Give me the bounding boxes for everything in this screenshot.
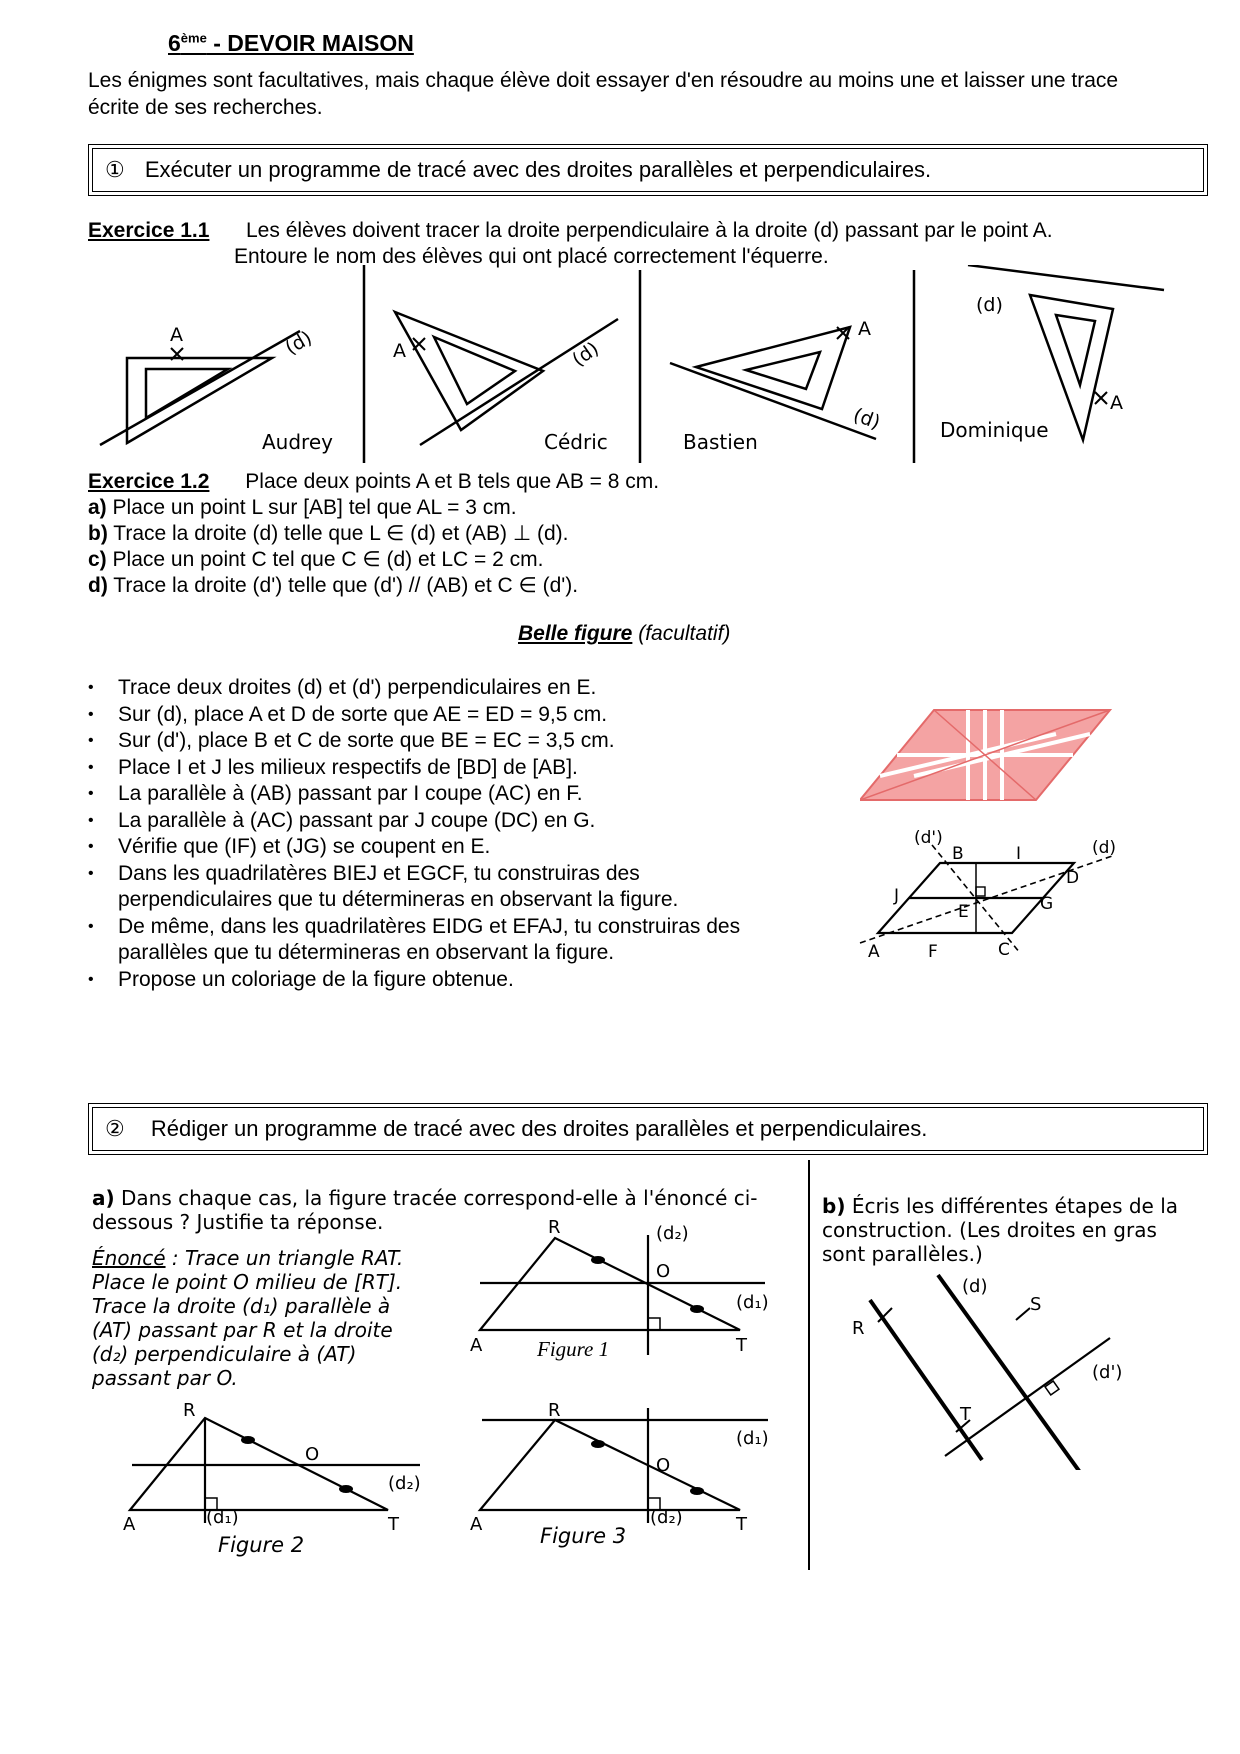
svg-text:(d): (d): [1092, 838, 1117, 858]
belle-bullet: • Dans les quadrilatères BIEJ et EGCF, tu construiras des perpendiculaires que tu détermineras en observant la figure.: [88, 861, 748, 914]
belle-bullet: • Trace deux droites (d) et (d') perpendiculaires en E.: [88, 675, 748, 702]
svg-text:A: A: [470, 1514, 483, 1535]
belle-figure-title: Belle figure (facultatif): [518, 622, 731, 645]
svg-text:(d₁): (d₁): [736, 1292, 769, 1313]
part-a-text: a) Dans chaque cas, la figure tracée correspond-elle à l'énoncé ci-dessous ? Justifie ta réponse.: [92, 1186, 758, 1234]
svg-text:(d₂): (d₂): [650, 1507, 683, 1528]
cedric-point-label: A: [393, 340, 406, 362]
svg-text:(d₂): (d₂): [388, 1473, 421, 1494]
svg-text:R: R: [183, 1400, 196, 1421]
svg-text:C: C: [998, 940, 1010, 960]
ex11-figures: [0, 265, 1240, 470]
page-title: 6ème - DEVOIR MAISON: [168, 30, 414, 56]
belle-bullet: • La parallèle à (AC) passant par J coupe (DC) en G.: [88, 808, 748, 835]
ex12-label: Exercice 1.2: [88, 470, 210, 493]
figure-2: [110, 1398, 440, 1563]
ex12-item-c: c) Place un point C tel que C ∈ (d) et LC = 2 cm.: [88, 548, 544, 571]
figure-3-caption: Figure 3: [540, 1524, 627, 1548]
dominique-point-label: A: [1110, 392, 1123, 414]
section-2-number: ②: [105, 1116, 125, 1141]
svg-text:A: A: [123, 1514, 136, 1535]
svg-text:T: T: [736, 1514, 747, 1535]
svg-text:S: S: [1030, 1294, 1042, 1315]
audrey-line-label: (d): [281, 326, 316, 360]
figure-1-caption: Figure 1: [537, 1337, 610, 1361]
ex11-line2: Entoure le nom des élèves qui ont placé correctement l'équerre.: [234, 245, 829, 268]
svg-text:(d'): (d'): [1092, 1362, 1123, 1383]
belle-bullet: • La parallèle à (AB) passant par I coupe (AC) en F.: [88, 781, 748, 808]
student-dominique: Dominique: [940, 418, 1049, 442]
svg-text:T: T: [388, 1514, 399, 1535]
svg-text:G: G: [1040, 894, 1054, 914]
svg-text:A: A: [868, 942, 880, 960]
student-audrey: Audrey: [262, 430, 333, 454]
column-divider: [808, 1160, 810, 1570]
figure-2-caption: Figure 2: [218, 1533, 305, 1557]
construction-figure: [840, 825, 1130, 960]
part-b-figure: [840, 1270, 1130, 1470]
section-1-title: Exécuter un programme de tracé avec des droites parallèles et perpendiculaires.: [144, 157, 932, 182]
colored-figure: [860, 700, 1120, 810]
svg-text:T: T: [736, 1335, 747, 1356]
svg-text:O: O: [656, 1455, 671, 1476]
ex12-block: [88, 469, 828, 599]
belle-figure-list: [88, 675, 748, 993]
svg-text:(d₁): (d₁): [736, 1428, 769, 1449]
section-2-title: Rédiger un programme de tracé avec des droites parallèles et perpendiculaires.: [150, 1116, 928, 1141]
belle-bullet: • Place I et J les milieux respectifs de [BD] de [AB].: [88, 755, 748, 782]
svg-text:O: O: [656, 1261, 671, 1282]
svg-text:F: F: [928, 942, 938, 960]
figure-3: [460, 1398, 790, 1558]
svg-text:(d): (d): [962, 1276, 988, 1297]
bastien-line-label: (d): [850, 404, 884, 434]
svg-text:O: O: [305, 1444, 320, 1465]
svg-text:(d₂): (d₂): [656, 1223, 689, 1244]
section-2-box: [92, 1107, 1204, 1151]
belle-bullet: • De même, dans les quadrilatères EIDG et EFAJ, tu construiras des parallèles que tu détermineras en observant la figure.: [88, 914, 748, 967]
ex12-intro: Place deux points A et B tels que AB = 8 cm.: [245, 470, 660, 493]
cedric-line-label: (d): [568, 337, 603, 372]
svg-text:T: T: [960, 1404, 971, 1425]
svg-text:(d₁): (d₁): [206, 1507, 239, 1528]
enonce: Énoncé : Trace un triangle RAT. Place le point O milieu de [RT]. Trace la droite (d₁) parallèle à (AT) passant par R et la droite (d₂) perpendiculaire à (AT) passant par O.: [92, 1246, 404, 1390]
svg-text:I: I: [1016, 844, 1022, 864]
ex11-label: Exercice 1.1: [88, 219, 210, 242]
belle-bullet: • Sur (d'), place B et C de sorte que BE = EC = 3,5 cm.: [88, 728, 748, 755]
ex12-item-a: a) Place un point L sur [AB] tel que AL = 3 cm.: [88, 496, 517, 519]
bastien-point-label: A: [858, 318, 871, 340]
part-b-text: b) Écris les différentes étapes de la construction. (Les droites en gras sont parallèles.): [822, 1194, 1179, 1266]
svg-text:J: J: [894, 886, 900, 906]
dominique-line-label: (d): [976, 294, 1003, 316]
ex11-line1: Les élèves doivent tracer la droite perpendiculaire à la droite (d) passant par le point A.: [246, 219, 1053, 242]
ex12-item-d: d) Trace la droite (d') telle que (d') // (AB) et C ∈ (d').: [88, 574, 579, 597]
figure-1: [460, 1215, 790, 1375]
section-1-box: [92, 148, 1204, 192]
belle-bullet: • Sur (d), place A et D de sorte que AE = ED = 9,5 cm.: [88, 702, 748, 729]
svg-text:A: A: [470, 1335, 483, 1356]
svg-text:(d'): (d'): [914, 828, 943, 848]
belle-bullet: • Vérifie que (IF) et (JG) se coupent en E.: [88, 834, 748, 861]
section-1-number: ①: [105, 157, 125, 182]
student-cedric: Cédric: [544, 430, 608, 454]
svg-text:E: E: [958, 902, 969, 922]
belle-bullet: • Propose un coloriage de la figure obtenue.: [88, 967, 748, 994]
svg-text:D: D: [1066, 868, 1080, 888]
svg-text:R: R: [548, 1400, 561, 1421]
intro-text: Les énigmes sont facultatives, mais chaque élève doit essayer d'en résoudre au moins une et laisser une trace écrite de ses recherches.: [88, 69, 1119, 119]
svg-text:R: R: [852, 1318, 865, 1339]
svg-text:R: R: [548, 1217, 561, 1238]
audrey-point-label: A: [170, 324, 183, 346]
student-bastien: Bastien: [683, 430, 758, 454]
svg-text:B: B: [952, 844, 964, 864]
ex12-item-b: b) Trace la droite (d) telle que L ∈ (d) et (AB) ⊥ (d).: [88, 522, 569, 545]
